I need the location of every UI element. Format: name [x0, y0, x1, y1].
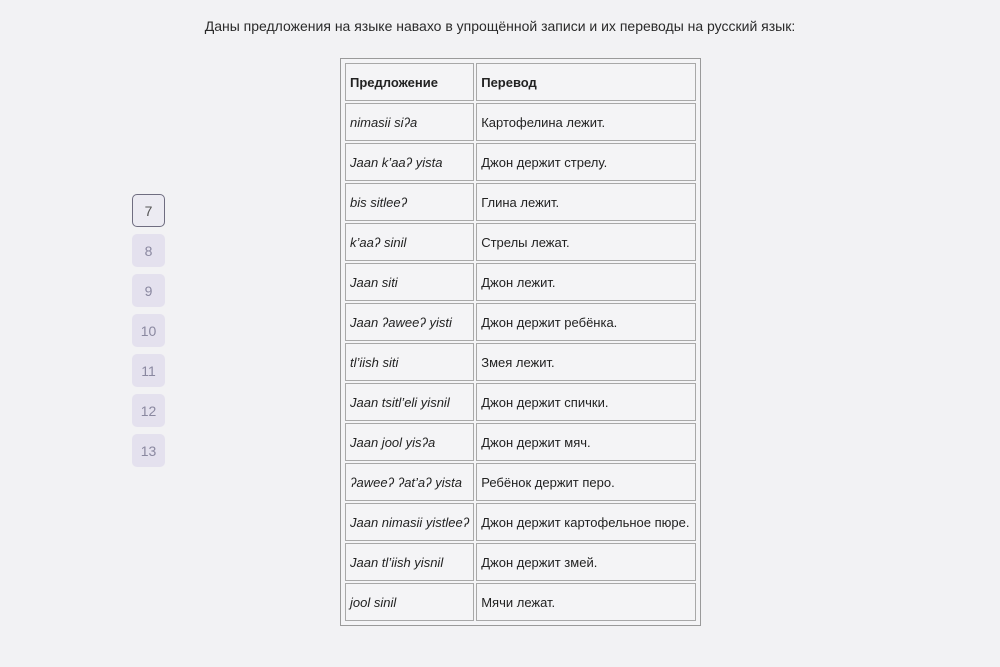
navajo-sentence: ʔaweeʔ ʔat’aʔ yista	[345, 463, 474, 501]
table-row	[345, 543, 696, 581]
page-button-12[interactable]: 12	[132, 394, 165, 427]
russian-translation: Джон держит картофельное пюре.	[476, 503, 696, 541]
header-sentence: Предложение	[345, 63, 474, 101]
table-row	[345, 223, 696, 261]
table-row	[345, 383, 696, 421]
navajo-sentence: Jaan ʔaweeʔ yisti	[345, 303, 474, 341]
navajo-sentence: Jaan k’aaʔ yista	[345, 143, 474, 181]
page-button-8[interactable]: 8	[132, 234, 165, 267]
russian-translation: Джон держит ребёнка.	[476, 303, 696, 341]
translation-table	[340, 58, 701, 626]
russian-translation: Джон держит стрелу.	[476, 143, 696, 181]
russian-translation: Джон держит мяч.	[476, 423, 696, 461]
header-translation: Перевод	[476, 63, 696, 101]
table-header-row	[345, 63, 696, 101]
navajo-sentence: Jaan tsitl’eli yisnil	[345, 383, 474, 421]
navajo-sentence: nimasii siʔa	[345, 103, 474, 141]
table-row	[345, 303, 696, 341]
table-row	[345, 183, 696, 221]
russian-translation: Стрелы лежат.	[476, 223, 696, 261]
table-row	[345, 103, 696, 141]
table-row	[345, 503, 696, 541]
russian-translation: Джон держит спички.	[476, 383, 696, 421]
table-row	[345, 583, 696, 621]
navajo-sentence: k’aaʔ sinil	[345, 223, 474, 261]
russian-translation: Змея лежит.	[476, 343, 696, 381]
russian-translation: Ребёнок держит перо.	[476, 463, 696, 501]
question-pager	[132, 194, 165, 474]
russian-translation: Мячи лежат.	[476, 583, 696, 621]
page-button-10[interactable]: 10	[132, 314, 165, 347]
page-button-11[interactable]: 11	[132, 354, 165, 387]
table-row	[345, 463, 696, 501]
table-row	[345, 423, 696, 461]
page-button-7[interactable]: 7	[132, 194, 165, 227]
table-row	[345, 343, 696, 381]
table-row	[345, 263, 696, 301]
page-button-9[interactable]: 9	[132, 274, 165, 307]
russian-translation: Джон держит змей.	[476, 543, 696, 581]
navajo-sentence: Jaan nimasii yistleeʔ	[345, 503, 474, 541]
russian-translation: Картофелина лежит.	[476, 103, 696, 141]
russian-translation: Глина лежит.	[476, 183, 696, 221]
navajo-sentence: bis sitleeʔ	[345, 183, 474, 221]
navajo-sentence: tl’iish siti	[345, 343, 474, 381]
navajo-sentence: jool sinil	[345, 583, 474, 621]
page-button-13[interactable]: 13	[132, 434, 165, 467]
intro-text: Даны предложения на языке навахо в упрощённой записи и их переводы на русский язык:	[204, 18, 796, 34]
navajo-sentence: Jaan siti	[345, 263, 474, 301]
navajo-sentence: Jaan jool yisʔa	[345, 423, 474, 461]
russian-translation: Джон лежит.	[476, 263, 696, 301]
navajo-sentence: Jaan tl’iish yisnil	[345, 543, 474, 581]
table-row	[345, 143, 696, 181]
